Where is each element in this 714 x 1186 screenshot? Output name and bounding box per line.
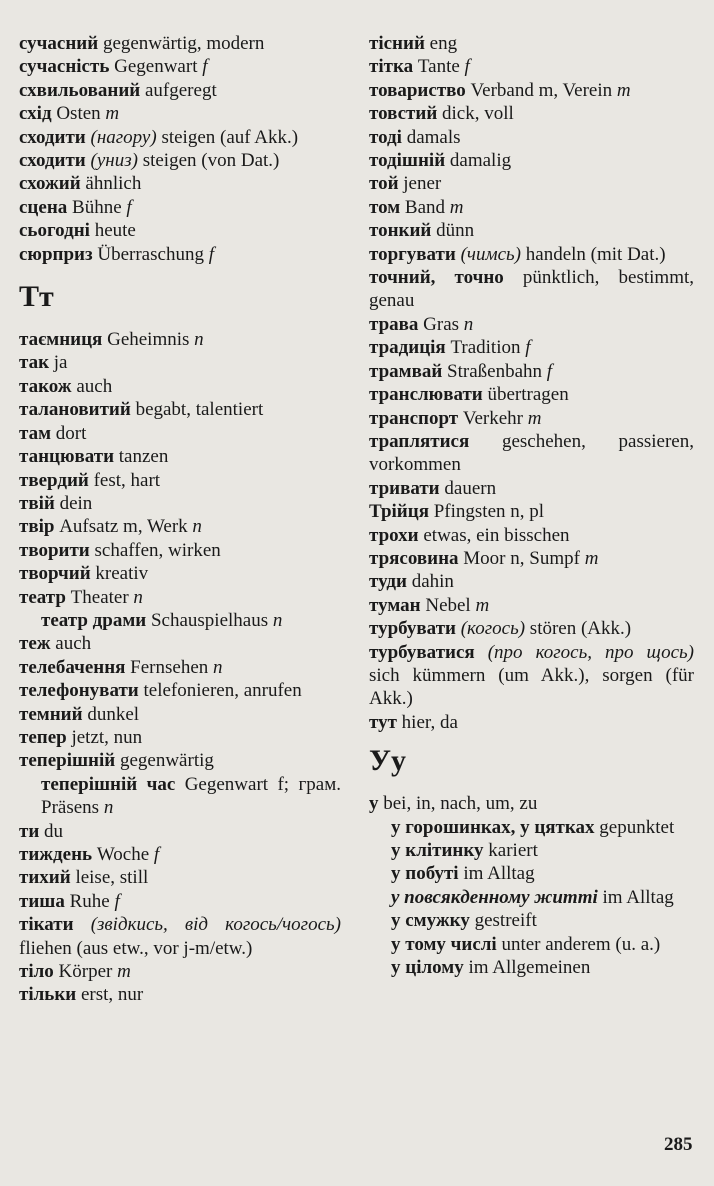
headword: так <box>19 352 50 374</box>
dictionary-entry <box>369 172 694 195</box>
translation: jetzt, nun <box>71 726 143 748</box>
gender-marker: m <box>616 79 631 101</box>
translation: dunkel <box>87 703 140 725</box>
headword: Трійця <box>369 501 429 523</box>
dictionary-entry <box>19 196 341 219</box>
headword: товариство <box>369 79 466 101</box>
dictionary-entry <box>19 102 341 125</box>
translation: Pfingsten n, pl <box>433 501 545 523</box>
gender-marker: f <box>202 56 208 78</box>
gender-marker: n <box>194 329 204 351</box>
headword: темний <box>19 703 83 725</box>
dictionary-entry <box>369 524 694 547</box>
grammar-note: (про когось, про щось) <box>487 641 695 663</box>
headword: сучасність <box>19 56 110 78</box>
dictionary-entry <box>19 398 341 421</box>
headword: сходити <box>19 126 86 148</box>
headword: схожий <box>19 173 81 195</box>
gender-marker: f <box>208 243 214 265</box>
translation: Gras <box>423 313 460 335</box>
dictionary-entry <box>369 711 694 734</box>
translation: Aufsatz m, Werk <box>59 516 188 538</box>
translation: Nebel <box>425 594 471 616</box>
page-number: 285 <box>664 1134 693 1155</box>
translation: gepunktet <box>599 816 675 838</box>
gender-marker: m <box>449 196 464 218</box>
headword: теперішній час <box>41 773 176 795</box>
section-heading: Уу <box>369 744 407 778</box>
translation: gegenwärtig, modern <box>102 33 265 54</box>
translation: gestreift <box>474 910 537 932</box>
translation: Ruhe <box>69 890 110 912</box>
translation: heute <box>94 220 136 242</box>
headword: там <box>19 422 52 444</box>
dictionary-entry <box>369 336 694 359</box>
headword: у повсякденному житті <box>391 886 598 908</box>
translation: fest, hart <box>93 469 161 491</box>
dictionary-entry <box>369 102 694 125</box>
headword: тривати <box>369 477 440 499</box>
headword: ти <box>19 820 40 842</box>
translation: dünn <box>436 220 475 242</box>
translation: bei, in, nach, um, zu <box>383 793 538 815</box>
headword: сцена <box>19 196 68 218</box>
headword: тіло <box>19 961 54 983</box>
headword: тікати <box>19 914 74 936</box>
dictionary-entry <box>369 243 694 266</box>
sub-entry <box>369 886 694 909</box>
headword: творчий <box>19 563 91 585</box>
headword: театр драми <box>41 609 147 631</box>
headword: тільки <box>19 984 77 1006</box>
headword: творити <box>19 539 90 561</box>
gender-marker: m <box>117 961 131 983</box>
dictionary-entry <box>19 866 341 889</box>
dictionary-entry <box>19 79 341 102</box>
gender-marker: n <box>463 313 474 335</box>
gender-marker: f <box>153 844 160 865</box>
translation: hier, da <box>401 711 458 733</box>
dictionary-entry <box>19 328 341 351</box>
headword: телебачення <box>19 656 126 678</box>
translation: ähnlich <box>85 173 142 195</box>
translation: Überraschung <box>97 243 204 265</box>
dictionary-entry <box>369 266 694 313</box>
dictionary-entry <box>369 383 694 406</box>
headword: товстий <box>369 103 438 125</box>
translation: Straßenbahn <box>447 360 543 382</box>
left-column <box>19 32 341 1007</box>
headword: тиша <box>19 890 65 912</box>
sub-entry <box>369 909 694 932</box>
dictionary-entry <box>19 55 341 78</box>
headword: теж <box>19 633 51 655</box>
translation: auch <box>76 375 113 397</box>
dictionary-entry <box>19 219 341 242</box>
headword: у побуті <box>391 863 459 885</box>
translation: schaffen, wirken <box>94 539 221 561</box>
translation: fliehen (aus etw., vor j-m/etw.) <box>19 937 253 959</box>
dictionary-entry <box>19 983 341 1006</box>
dictionary-entry <box>19 243 341 266</box>
section-heading: Тт <box>19 280 54 314</box>
dictionary-entry <box>369 196 694 219</box>
dictionary-entry <box>19 172 341 195</box>
grammar-note: (нагору) <box>90 126 157 148</box>
dictionary-entry <box>369 594 694 617</box>
headword: традиція <box>369 337 446 359</box>
gender-marker: m <box>527 407 542 429</box>
dictionary-entry <box>19 632 341 655</box>
headword: у клітинку <box>391 840 484 861</box>
dictionary-entry <box>19 32 341 55</box>
dictionary-entry <box>369 792 694 815</box>
headword: тепер <box>19 726 67 748</box>
dictionary-entry <box>369 407 694 430</box>
dictionary-entry <box>369 219 694 242</box>
gender-marker: f <box>114 890 120 912</box>
dictionary-entry <box>19 149 341 172</box>
dictionary-entry <box>369 547 694 570</box>
gender-marker: f <box>464 56 470 78</box>
gender-marker: f <box>525 337 531 359</box>
headword: сучасний <box>19 33 99 54</box>
translation: Theater <box>70 586 129 608</box>
headword: тихий <box>19 867 71 889</box>
headword: твердий <box>19 469 89 491</box>
headword: твій <box>19 492 55 514</box>
headword: транслювати <box>369 384 483 406</box>
dictionary-entry <box>369 360 694 383</box>
dictionary-entry <box>369 641 694 711</box>
translation: Geheimnis <box>107 329 190 351</box>
translation: dahin <box>411 571 454 593</box>
dictionary-entry <box>19 890 341 913</box>
dictionary-entry <box>19 843 341 866</box>
dictionary-entry <box>369 126 694 149</box>
headword: у цілому <box>391 957 464 979</box>
gender-marker: f <box>126 196 132 218</box>
headword: сюрприз <box>19 243 93 265</box>
translation: damalig <box>449 150 512 172</box>
translation: leise, still <box>75 867 149 889</box>
translation: im Alltag <box>463 863 535 885</box>
dictionary-entry <box>19 913 341 960</box>
translation: Osten <box>56 103 101 125</box>
dictionary-entry <box>369 500 694 523</box>
headword: театр <box>19 586 66 608</box>
dictionary-entry <box>19 445 341 468</box>
headword: тоді <box>369 126 402 148</box>
dictionary-entry <box>369 430 694 477</box>
dictionary-entry <box>19 126 341 149</box>
headword: сходити <box>19 150 86 172</box>
headword: твір <box>19 516 55 538</box>
grammar-note: (когось) <box>460 618 526 640</box>
dictionary-entry <box>369 55 694 78</box>
translation: begabt, talentiert <box>135 399 264 421</box>
translation: Verband m, Verein <box>470 79 613 101</box>
translation: steigen (von Dat.) <box>142 150 280 172</box>
headword: точний, точно <box>369 267 504 289</box>
translation: steigen (auf Akk.) <box>161 126 299 148</box>
dictionary-entry <box>369 617 694 640</box>
headword: у смужку <box>391 910 470 932</box>
headword: танцювати <box>19 446 115 468</box>
headword: талановитий <box>19 399 131 421</box>
translation: unter anderem (u. a.) <box>501 933 661 955</box>
headword: торгувати <box>369 243 456 265</box>
translation: im Allgemeinen <box>468 957 591 979</box>
translation: Tante <box>417 56 460 78</box>
translation: auch <box>55 633 92 655</box>
translation: Schauspielhaus <box>150 609 269 631</box>
headword: тут <box>369 711 397 733</box>
dictionary-entry <box>369 79 694 102</box>
right-column <box>369 32 694 979</box>
dictionary-entry <box>369 32 694 55</box>
translation: erst, nur <box>80 984 144 1006</box>
headword: турбувати <box>369 618 456 640</box>
headword: трохи <box>369 524 419 546</box>
grammar-note: (звідкись, від когось/чогось) <box>90 914 341 936</box>
gender-marker: f <box>546 360 553 382</box>
translation: du <box>44 820 64 842</box>
headword: теперішній <box>19 750 116 772</box>
headword: сьогодні <box>19 220 90 242</box>
translation: sich kümmern (um Akk.), sorgen (für Akk.) <box>369 664 694 710</box>
dictionary-entry <box>19 375 341 398</box>
gender-marker: m <box>584 547 599 569</box>
gender-marker: m <box>105 103 120 125</box>
headword: таємниця <box>19 329 103 351</box>
translation: kreativ <box>95 563 149 585</box>
headword: у тому числі <box>391 933 497 955</box>
headword: схід <box>19 103 52 125</box>
headword: турбуватися <box>369 641 475 663</box>
headword: у <box>369 793 379 815</box>
headword: схвильований <box>19 79 141 101</box>
headword: у горошинках, у цятках <box>391 816 595 838</box>
translation: dick, voll <box>442 103 514 125</box>
headword: туди <box>369 571 407 593</box>
sub-entry <box>369 839 694 862</box>
dictionary-entry <box>19 492 341 515</box>
headword: транспорт <box>369 407 459 429</box>
translation: Gegenwart f; грам. Präsens <box>41 773 341 819</box>
translation: eng <box>429 33 458 54</box>
translation: Bühne <box>72 196 122 218</box>
headword: телефонувати <box>19 680 139 702</box>
translation: Moor n, Sumpf <box>463 547 580 569</box>
gender-marker: n <box>103 797 114 819</box>
dictionary-entry <box>19 515 341 538</box>
dictionary-entry <box>369 570 694 593</box>
translation: etwas, ein bisschen <box>423 524 570 546</box>
translation: Tradition <box>450 337 521 359</box>
translation: pünktlich, bestimmt, genau <box>369 267 695 312</box>
headword: трясовина <box>369 547 459 569</box>
gender-marker: n <box>272 609 283 631</box>
headword: траплятися <box>369 430 470 452</box>
dictionary-entry <box>19 562 341 585</box>
dictionary-entry <box>19 539 341 562</box>
gender-marker: n <box>192 516 202 538</box>
dictionary-entry <box>19 703 341 726</box>
translation: aufgeregt <box>144 79 217 101</box>
dictionary-entry <box>369 313 694 336</box>
translation: telefonieren, anrufen <box>143 680 302 702</box>
sub-entry <box>369 933 694 956</box>
headword: тісний <box>369 33 425 54</box>
headword: тиждень <box>19 844 93 865</box>
headword: той <box>369 173 399 195</box>
headword: трава <box>369 313 419 335</box>
dictionary-entry <box>19 469 341 492</box>
grammar-note: (чимсь) <box>460 243 522 265</box>
translation: ja <box>53 352 68 374</box>
dictionary-entry <box>19 656 341 679</box>
grammar-note: (униз) <box>90 150 138 172</box>
sub-entry <box>369 816 694 839</box>
sub-entry <box>19 773 341 820</box>
gender-marker: n <box>213 656 223 678</box>
headword: тонкий <box>369 220 432 242</box>
translation: Fernsehen <box>130 656 209 678</box>
translation: Woche <box>96 844 150 865</box>
sub-entry <box>369 956 694 979</box>
headword: тодішній <box>369 150 446 172</box>
translation: geschehen, passieren, vorkommen <box>369 430 694 476</box>
translation: kariert <box>488 840 538 861</box>
headword: також <box>19 375 72 397</box>
dictionary-entry <box>19 749 341 772</box>
translation: stören (Akk.) <box>529 618 632 640</box>
dictionary-entry <box>19 960 341 983</box>
headword: тітка <box>369 56 414 78</box>
translation: Verkehr <box>462 407 523 429</box>
headword: трамвай <box>369 360 443 382</box>
dictionary-entry <box>19 679 341 702</box>
gender-marker: n <box>133 586 143 608</box>
translation: dauern <box>444 477 497 499</box>
headword: туман <box>369 594 421 616</box>
dictionary-entry <box>19 351 341 374</box>
translation: im Alltag <box>602 886 674 908</box>
translation: übertragen <box>487 384 569 406</box>
translation: handeln (mit Dat.) <box>525 243 666 265</box>
dictionary-entry <box>19 820 341 843</box>
translation: Band <box>404 196 446 218</box>
gender-marker: m <box>475 594 490 616</box>
translation: tanzen <box>118 446 169 468</box>
translation: Körper <box>58 961 113 983</box>
translation: gegenwärtig <box>119 750 214 772</box>
headword: том <box>369 196 401 218</box>
sub-entry <box>369 862 694 885</box>
dictionary-entry <box>369 477 694 500</box>
dictionary-entry <box>19 422 341 445</box>
translation: jener <box>403 173 442 195</box>
translation: Gegenwart <box>114 56 198 78</box>
dictionary-entry <box>369 149 694 172</box>
dictionary-entry <box>19 726 341 749</box>
translation: damals <box>406 126 461 148</box>
dictionary-entry <box>19 586 341 609</box>
translation: dein <box>59 492 93 514</box>
sub-entry <box>19 609 341 632</box>
translation: dort <box>55 422 87 444</box>
